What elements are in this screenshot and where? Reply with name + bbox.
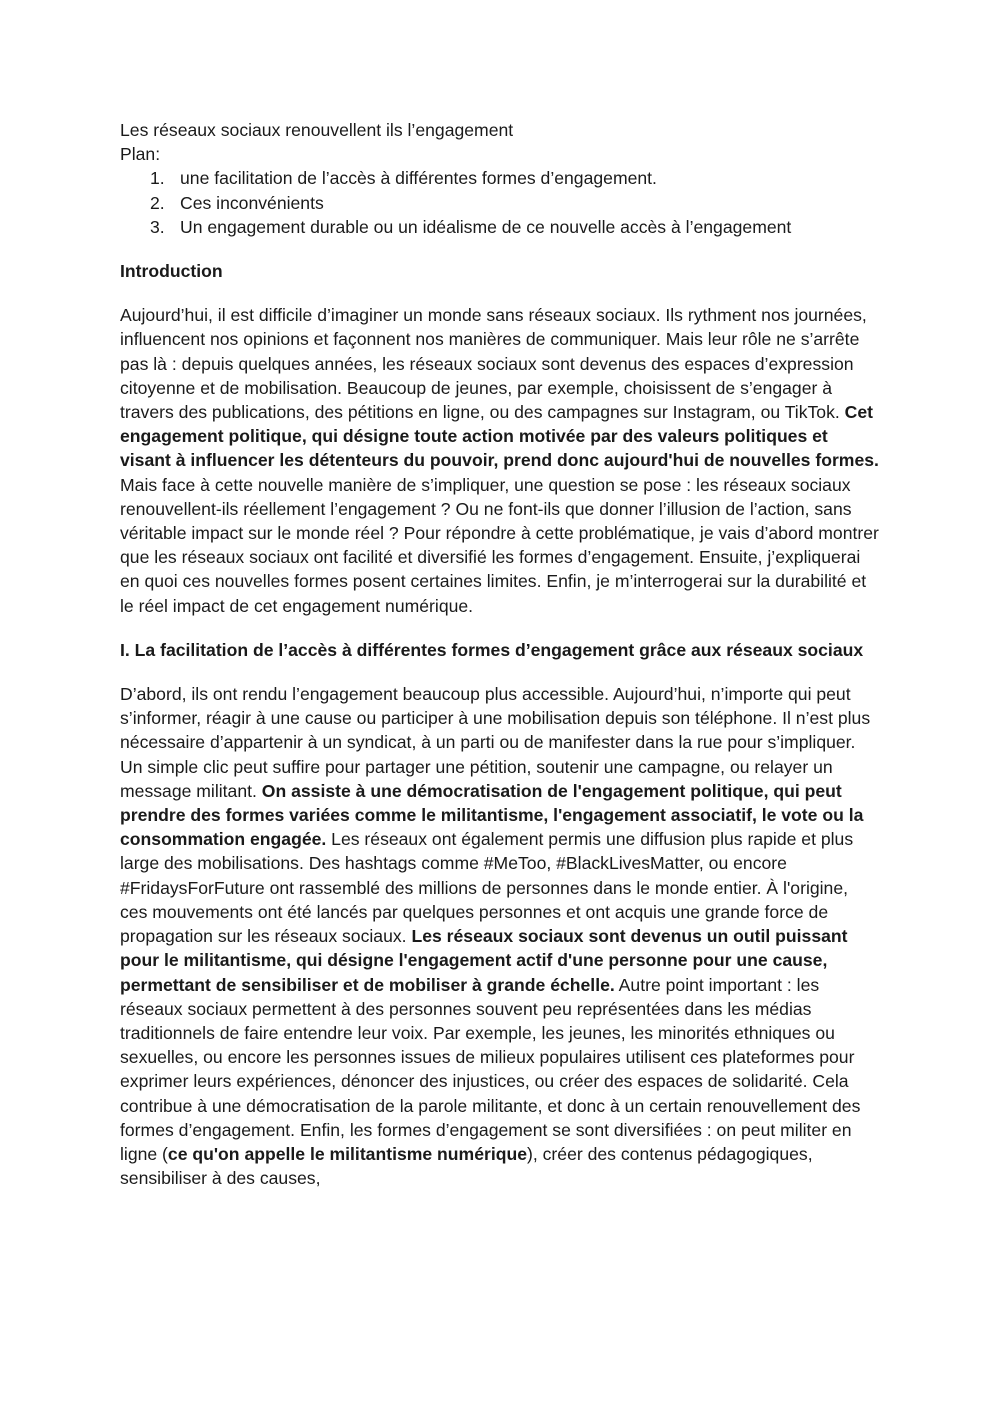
bold-definition: Les réseaux sociaux sont devenus un outil puissant pour le militantisme, qui désigne l'engagement actif d'une personne pour une cause, permettant de sensibiliser et de mobiliser à grande échelle.	[120, 926, 848, 995]
text-run: Autre point important : les réseaux sociaux permettent à des personnes souvent peu représentées dans les médias traditionnels de faire entendre leur voix. Par exemple, les jeunes, les minorités ethniques ou sexuelles, ou encore les personnes issues de milieux populaires utilisent ces plateformes pour exprimer leurs expériences, dénoncer des injustices, ou créer des espaces de solidarité. Cela contribue à une démocratisation de la parole militante, et donc à un certain renouvellement des formes d’engagement. Enfin, les formes d’engagement se sont diversifiées : on peut militer en ligne (	[120, 974, 861, 1164]
plan-item-number: 3.	[150, 216, 165, 237]
plan-item	[120, 215, 880, 239]
text-run: ), créer des contenus pédagogiques, sensibiliser à des causes,	[120, 1143, 813, 1189]
plan-item-number: 1.	[150, 168, 165, 189]
plan-item-text: Ces inconvénients	[180, 192, 324, 213]
document-title: Les réseaux sociaux renouvellent ils l’engagement	[120, 120, 514, 140]
plan-item-text: une facilitation de l’accès à différentes formes d’engagement.	[180, 168, 657, 189]
text-run: Aujourd’hui, il est difficile d’imaginer un monde sans réseaux sociaux. Ils rythment nos journées, influencent nos opinions et façonnent nos manières de communiquer. Mais leur rôle ne s’arrête pas là : depuis quelques années, les réseaux sociaux sont devenus des espaces d’expression citoyenne et de mobilisation. Beaucoup de jeunes, par exemple, choisissent de s’engager à travers des publications, des pétitions en ligne, ou des campagnes sur Instagram, ou TikTok.	[120, 305, 867, 423]
plan-item	[120, 191, 880, 215]
section-1-heading: I. La facilitation de l’accès à différentes formes d’engagement grâce aux réseaux sociaux	[120, 639, 864, 660]
document-page	[120, 118, 880, 1190]
introduction-heading: Introduction	[120, 261, 223, 282]
plan-item	[120, 166, 880, 190]
text-run: D’abord, ils ont rendu l’engagement beaucoup plus accessible. Aujourd’hui, n’importe qui peut s’informer, réagir à une cause ou participer à une mobilisation depuis son téléphone. Il n’est plus nécessaire d’appartenir à un syndicat, à un parti ou de manifester dans la rue pour s’impliquer. Un simple clic peut suffire pour partager une pétition, soutenir une campagne, ou relayer un message militant.	[120, 684, 871, 801]
text-run: Les réseaux ont également permis une diffusion plus rapide et plus large des mobilisations. Des hashtags comme #MeToo, #BlackLivesMatter, ou encore #FridaysForFuture ont rassemblé des millions de personnes dans le monde entier. À l'origine, ces mouvements ont été lancés par quelques personnes et ont acquis une grande force de propagation sur les réseaux sociaux.	[120, 829, 854, 947]
bold-definition: Cet engagement politique, qui désigne toute action motivée par des valeurs politiques et visant à influencer les détenteurs du pouvoir, prend donc aujourd'hui de nouvelles formes.	[120, 402, 879, 471]
plan-item-text: Un engagement durable ou un idéalisme de ce nouvelle accès à l’engagement	[180, 216, 792, 237]
introduction-paragraph	[120, 303, 880, 618]
bold-definition: On assiste à une démocratisation de l'engagement politique, qui peut prendre des formes variées comme le militantisme, l'engagement associatif, le vote ou la consommation engagée.	[120, 780, 864, 850]
plan-list	[120, 166, 880, 239]
plan-label: Plan:	[120, 144, 161, 165]
plan-item-number: 2.	[150, 192, 165, 213]
text-run: Mais face à cette nouvelle manière de s’impliquer, une question se pose : les réseaux sociaux renouvellent-ils réellement l’engagement ? Ou ne font-ils que donner l’illusion de l’action, sans véritable impact sur le monde réel ? Pour répondre à cette problématique, je vais d’abord montrer que les réseaux sociaux ont facilité et diversifié les formes d’engagement. Ensuite, j’expliquerai en quoi ces nouvelles formes posent certaines limites. Enfin, je m’interrogerai sur la durabilité et le réel impact de cet engagement numérique.	[120, 474, 879, 616]
section-1-paragraph	[120, 682, 880, 1190]
bold-definition: ce qu'on appelle le militantisme numérique	[167, 1143, 527, 1164]
